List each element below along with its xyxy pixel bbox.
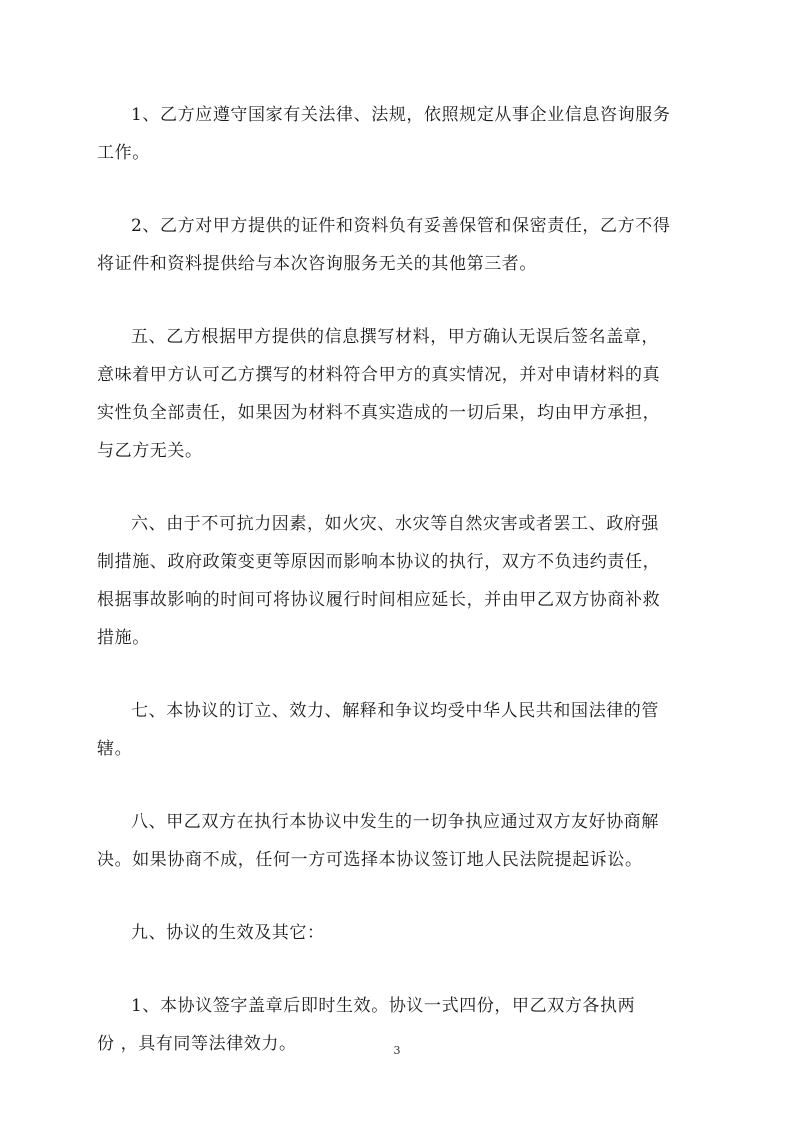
text-line: 制措施、政府政策变更等原因而影响本协议的执行，双方不负违约责任，	[97, 552, 661, 572]
text-line: 决。如果协商不成，任何一方可选择本协议签订地人民法院提起诉讼。	[97, 850, 643, 870]
text-line: 份 ，具有同等法律效力。	[97, 1034, 297, 1054]
text-line: 将证件和资料提供给与本次咨询服务无关的其他第三者。	[97, 254, 537, 274]
clause-paragraph	[97, 803, 701, 879]
text-line: 与乙方无关。	[97, 441, 203, 461]
text-line: 辖。	[97, 739, 133, 759]
text-line: 八、甲乙双方在执行本协议中发生的一切争执应通过双方友好协商解	[131, 812, 659, 832]
text-line: 意味着甲方认可乙方撰写的材料符合甲方的真实情况，并对申请材料的真	[97, 365, 661, 385]
text-line: 1、本协议签字盖章后即时生效。协议一式四份，甲乙双方各执两	[131, 996, 636, 1016]
clause-paragraph	[97, 692, 701, 768]
page-number: 3	[393, 1044, 401, 1057]
document-body	[97, 96, 701, 1098]
text-line: 五、乙方根据甲方提供的信息撰写材料，甲方确认无误后签名盖章，	[131, 327, 659, 347]
section-heading	[97, 914, 701, 952]
clause-paragraph	[97, 207, 701, 283]
text-line: 九、协议的生效及其它：	[131, 923, 325, 943]
clause-paragraph	[97, 505, 701, 657]
text-line: 根据事故影响的时间可将协议履行时间相应延长，并由甲乙双方协商补救	[97, 590, 661, 610]
text-line: 1、乙方应遵守国家有关法律、法规，依照规定从事企业信息咨询服务	[131, 105, 671, 125]
text-line: 实性负全部责任，如果因为材料不真实造成的一切后果，均由甲方承担，	[97, 403, 661, 423]
text-line: 措施。	[97, 628, 150, 648]
text-line: 2、乙方对甲方提供的证件和资料负有妥善保管和保密责任，乙方不得	[131, 216, 671, 236]
clause-paragraph	[97, 318, 701, 470]
text-line: 工作。	[97, 143, 150, 163]
text-line: 六、由于不可抗力因素，如火灾、水灾等自然灾害或者罢工、政府强	[131, 514, 659, 534]
clause-paragraph	[97, 96, 701, 172]
text-line: 七、本协议的订立、效力、解释和争议均受中华人民共和国法律的管	[131, 701, 659, 721]
